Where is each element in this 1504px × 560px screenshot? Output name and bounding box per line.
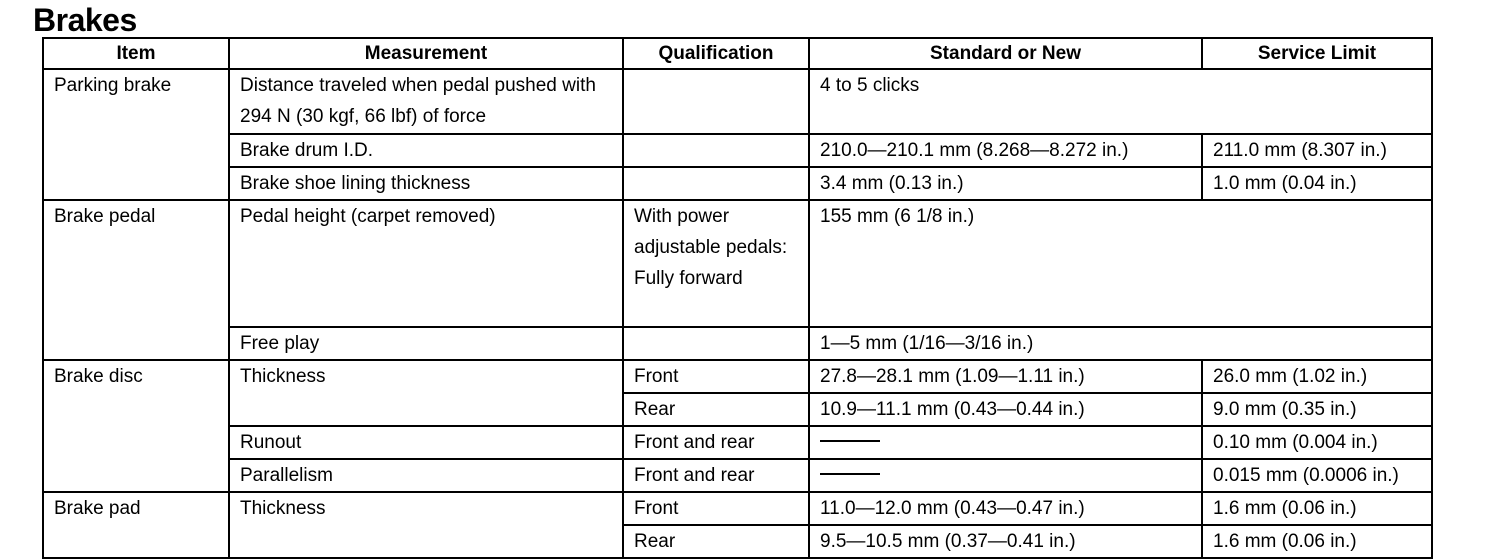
service-limit-cell: 9.0 mm (0.35 in.) <box>1202 393 1432 426</box>
table-row <box>43 167 1432 200</box>
header-standard: Standard or New <box>809 38 1202 69</box>
qualification-cell: Rear <box>623 393 809 426</box>
table-row <box>43 426 1432 459</box>
standard-cell: 1—5 mm (1/16—3/16 in.) <box>809 327 1432 360</box>
item-brake-disc: Brake disc <box>43 360 229 492</box>
measurement-cell: Runout <box>229 426 623 459</box>
measurement-cell: Free play <box>229 327 623 360</box>
not-applicable-dash <box>820 473 880 475</box>
header-item: Item <box>43 38 229 69</box>
measurement-cell: Brake shoe lining thickness <box>229 167 623 200</box>
standard-cell: 11.0—12.0 mm (0.43—0.47 in.) <box>809 492 1202 525</box>
header-service-limit: Service Limit <box>1202 38 1432 69</box>
table-row <box>43 134 1432 167</box>
not-applicable-dash <box>820 440 880 442</box>
qualification-cell: Front <box>623 492 809 525</box>
measurement-cell: Distance traveled when pedal pushed with 294 N (30 kgf, 66 lbf) of force <box>229 69 623 134</box>
standard-cell: 10.9—11.1 mm (0.43—0.44 in.) <box>809 393 1202 426</box>
header-qualification: Qualification <box>623 38 809 69</box>
table-row <box>43 492 1432 525</box>
measurement-cell: Brake drum I.D. <box>229 134 623 167</box>
service-limit-cell: 1.6 mm (0.06 in.) <box>1202 492 1432 525</box>
standard-cell: 27.8—28.1 mm (1.09—1.11 in.) <box>809 360 1202 393</box>
qualification-cell <box>623 134 809 167</box>
qualification-cell: With power adjustable pedals: Fully forward <box>623 200 809 327</box>
header-row <box>43 38 1432 69</box>
service-limit-cell: 26.0 mm (1.02 in.) <box>1202 360 1432 393</box>
qualification-cell <box>623 327 809 360</box>
table-row <box>43 327 1432 360</box>
qualification-cell <box>623 167 809 200</box>
measurement-cell: Parallelism <box>229 459 623 492</box>
qualification-cell: Front and rear <box>623 459 809 492</box>
service-limit-cell: 1.6 mm (0.06 in.) <box>1202 525 1432 558</box>
measurement-cell: Thickness <box>229 360 623 426</box>
table-row <box>43 69 1432 134</box>
header-measurement: Measurement <box>229 38 623 69</box>
standard-cell: 4 to 5 clicks <box>809 69 1432 134</box>
table-row <box>43 200 1432 327</box>
standard-cell: 210.0—210.1 mm (8.268—8.272 in.) <box>809 134 1202 167</box>
service-limit-cell: 1.0 mm (0.04 in.) <box>1202 167 1432 200</box>
service-limit-cell: 211.0 mm (8.307 in.) <box>1202 134 1432 167</box>
brakes-spec-table <box>42 37 1433 559</box>
qualification-cell: Rear <box>623 525 809 558</box>
qualification-cell: Front <box>623 360 809 393</box>
standard-cell: 9.5—10.5 mm (0.37—0.41 in.) <box>809 525 1202 558</box>
service-limit-cell: 0.10 mm (0.004 in.) <box>1202 426 1432 459</box>
qualification-cell <box>623 69 809 134</box>
item-brake-pad: Brake pad <box>43 492 229 558</box>
standard-cell: 155 mm (6 1/8 in.) <box>809 200 1432 327</box>
standard-cell <box>809 426 1202 459</box>
standard-cell: 3.4 mm (0.13 in.) <box>809 167 1202 200</box>
measurement-cell: Thickness <box>229 492 623 558</box>
measurement-cell: Pedal height (carpet removed) <box>229 200 623 327</box>
table-row <box>43 360 1432 393</box>
page-title: Brakes <box>33 2 137 38</box>
standard-cell <box>809 459 1202 492</box>
qualification-cell: Front and rear <box>623 426 809 459</box>
service-limit-cell: 0.015 mm (0.0006 in.) <box>1202 459 1432 492</box>
item-brake-pedal: Brake pedal <box>43 200 229 360</box>
item-parking-brake: Parking brake <box>43 69 229 200</box>
table-row <box>43 459 1432 492</box>
